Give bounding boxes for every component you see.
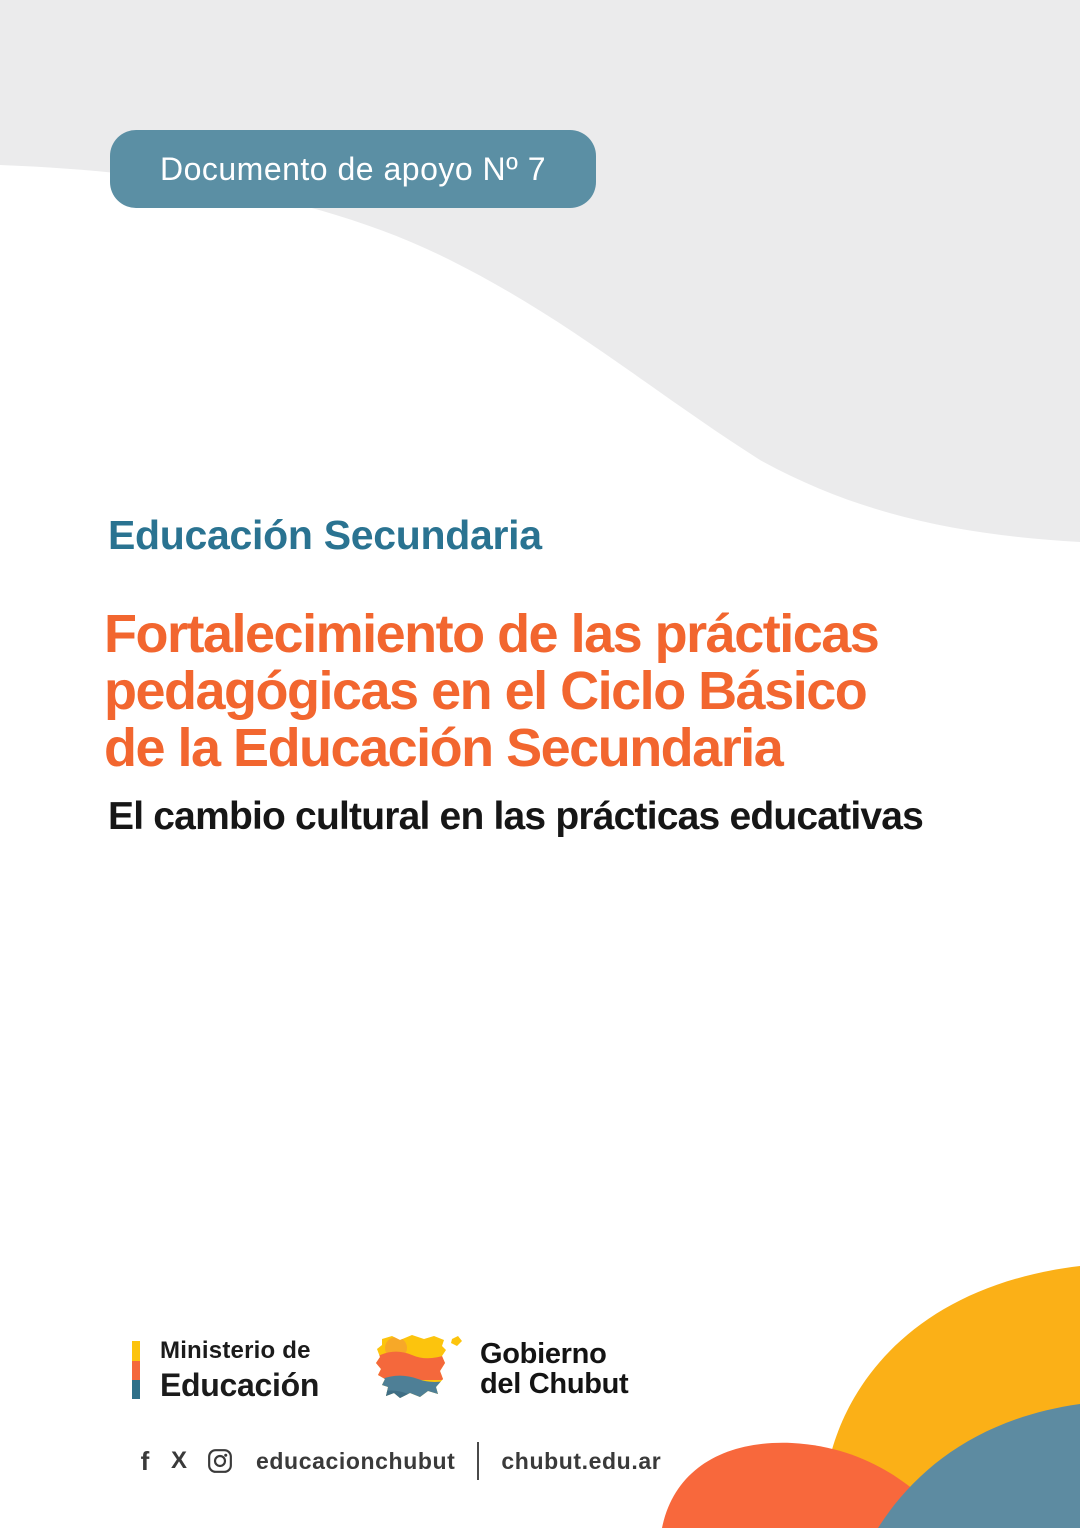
ministry-logo-text — [160, 1337, 319, 1404]
page-title-line-2: pedagógicas en el Ciclo Básico — [104, 661, 867, 721]
social-handle[interactable]: educacionchubut — [256, 1447, 456, 1474]
ministry-name-line-2: Educación — [160, 1367, 320, 1403]
facebook-icon[interactable]: f — [140, 1445, 150, 1476]
section-kicker: Educación Secundaria — [108, 512, 542, 558]
government-logo — [372, 1333, 628, 1411]
government-logo-text — [480, 1339, 628, 1411]
document-number-label: Documento de apoyo Nº 7 — [159, 150, 547, 187]
page-title-line-3: de la Educación Secundaria — [104, 718, 783, 778]
document-number-badge — [110, 130, 596, 208]
page-title — [104, 606, 1064, 777]
page-subtitle: El cambio cultural en las prácticas educativas — [108, 795, 924, 838]
ministry-logo — [132, 1337, 319, 1404]
government-name-line-1: Gobierno — [480, 1338, 607, 1370]
footer-separator — [477, 1442, 479, 1480]
footer-social-row — [134, 1441, 661, 1481]
ministry-name-line-1: Ministerio de — [160, 1337, 311, 1364]
government-name-line-2: del Chubut — [480, 1368, 629, 1400]
website-link[interactable]: chubut.edu.ar — [501, 1447, 662, 1474]
instagram-icon[interactable] — [200, 1448, 240, 1474]
chubut-map-icon — [372, 1333, 466, 1411]
ministry-color-bar — [132, 1341, 140, 1399]
page-title-line-1: Fortalecimiento de las prácticas — [104, 604, 879, 664]
x-icon[interactable]: X — [170, 1447, 187, 1474]
